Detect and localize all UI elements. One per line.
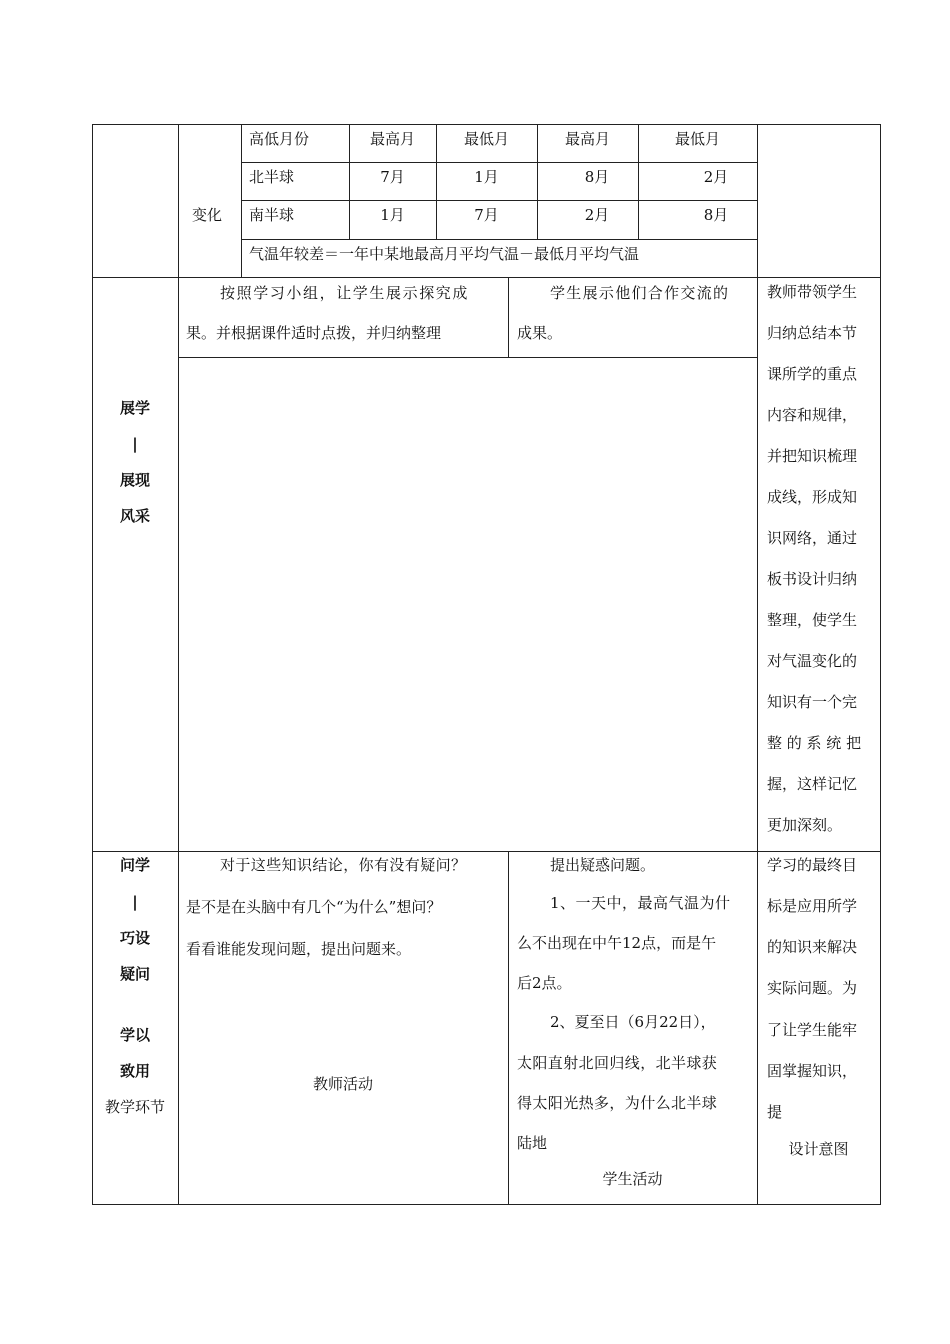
table-border-top [92, 124, 881, 125]
teacher-question-text: 对于这些知识结论，你有没有疑问？ [220, 856, 467, 874]
student-question-text: 2、夏至日（6月22日）， [550, 1013, 716, 1031]
intent-line: 整理，使学生 [767, 611, 858, 629]
south-cell: 7月 [474, 206, 499, 224]
stage-question-line: 巧设 [119, 929, 150, 947]
teacher-show-text: 按照学习小组，让学生展示探究成 [220, 284, 470, 302]
month-header-cell: 最低月 [463, 130, 509, 148]
intent-line: 提 [767, 1103, 783, 1121]
intent-line: 并把知识梳理 [767, 447, 858, 465]
stage-label-change: 变化 [192, 206, 223, 224]
teacher-column-header: 教师活动 [312, 1075, 373, 1093]
annual-range-formula: 气温年较差＝一年中某地最高月平均气温－最低月平均气温 [249, 245, 640, 263]
teacher-question-text: 是不是在头脑中有几个“为什么”想问？ [186, 898, 442, 916]
teacher-show-text: 果。并根据课件适时点拨，并归纳整理 [186, 324, 442, 342]
intent-line: 归纳总结本节 [767, 324, 858, 342]
student-question-text: 1、一天中，最高气温为什 [550, 894, 731, 912]
intent-line: 了让学生能牢 [767, 1021, 858, 1039]
intent-line: 学习的最终目 [767, 856, 858, 874]
stage-show-line: 展现 [119, 471, 150, 489]
stage-question-line: 疑问 [119, 965, 150, 983]
stage-show-line: 风采 [119, 507, 150, 525]
show-activity-divider [178, 357, 757, 358]
intent-column-header: 设计意图 [788, 1140, 849, 1158]
intent-line: 课所学的重点 [767, 365, 858, 383]
month-table-row-2 [241, 200, 757, 201]
stage-show-line: | [132, 435, 138, 453]
student-column-header: 学生活动 [602, 1170, 663, 1188]
north-cell: 1月 [474, 168, 499, 186]
student-question-text: 么不出现在中午12点，而是午 [517, 934, 717, 952]
stage-question-line: 问学 [119, 856, 150, 874]
intent-line: 标是应用所学 [767, 897, 858, 915]
intent-line: 固掌握知识， [767, 1062, 858, 1080]
student-question-text: 陆地 [517, 1134, 548, 1152]
section-divider-1 [92, 277, 881, 278]
intent-line: 板书设计归纳 [767, 570, 858, 588]
stage-question-line: | [132, 893, 138, 911]
intent-line: 知识有一个完 [767, 693, 858, 711]
south-cell: 2月 [584, 206, 610, 224]
month-header-cell: 最高月 [564, 130, 610, 148]
table-border-right [880, 124, 881, 1205]
stage-column-header: 教学环节 [104, 1098, 165, 1116]
intent-line: 对气温变化的 [767, 652, 858, 670]
north-cell: 7月 [380, 168, 405, 186]
intent-line: 的知识来解决 [767, 938, 858, 956]
student-question-text: 后2点。 [517, 974, 572, 992]
stage-apply-line: 学以 [119, 1026, 150, 1044]
intent-line: 成线，形成知 [767, 488, 858, 506]
south-cell: 8月 [703, 206, 729, 224]
stage-apply-line: 致用 [119, 1062, 150, 1080]
intent-line: 内容和规律， [767, 406, 858, 424]
student-show-text: 学生展示他们合作交流的 [550, 284, 730, 302]
month-table-row-3 [241, 239, 757, 240]
intent-line: 握，这样记忆 [767, 775, 858, 793]
stage-show-line: 展学 [119, 399, 150, 417]
column-divider-stage [178, 124, 179, 1205]
table-border-bottom [92, 1204, 881, 1205]
intent-line: 整 的 系 统 把 [767, 734, 862, 752]
student-show-text: 成果。 [517, 324, 563, 342]
intent-line: 识网络，通过 [767, 529, 858, 547]
north-cell: 2月 [703, 168, 729, 186]
month-header-label: 高低月份 [249, 130, 310, 148]
student-question-text: 提出疑惑问题。 [550, 856, 656, 874]
intent-line: 更加深刻。 [767, 816, 843, 834]
row-label-north: 北半球 [249, 168, 295, 186]
month-header-cell: 最高月 [369, 130, 415, 148]
intent-line: 教师带领学生 [767, 283, 858, 301]
month-header-cell: 最低月 [674, 130, 720, 148]
south-cell: 1月 [380, 206, 405, 224]
intent-line: 实际问题。为 [767, 979, 858, 997]
student-question-text: 得太阳光热多，为什么北半球 [517, 1094, 718, 1112]
teacher-question-text: 看看谁能发现问题，提出问题来。 [186, 940, 412, 958]
month-table-row-1 [241, 162, 757, 163]
section-divider-2 [92, 851, 881, 852]
column-divider-teacher-student-question [508, 851, 509, 1205]
column-divider-intent [757, 124, 758, 1205]
student-question-text: 太阳直射北回归线，北半球获 [517, 1054, 718, 1072]
north-cell: 8月 [584, 168, 610, 186]
column-divider-teacher-student-show [508, 277, 509, 358]
row-label-south: 南半球 [249, 206, 295, 224]
